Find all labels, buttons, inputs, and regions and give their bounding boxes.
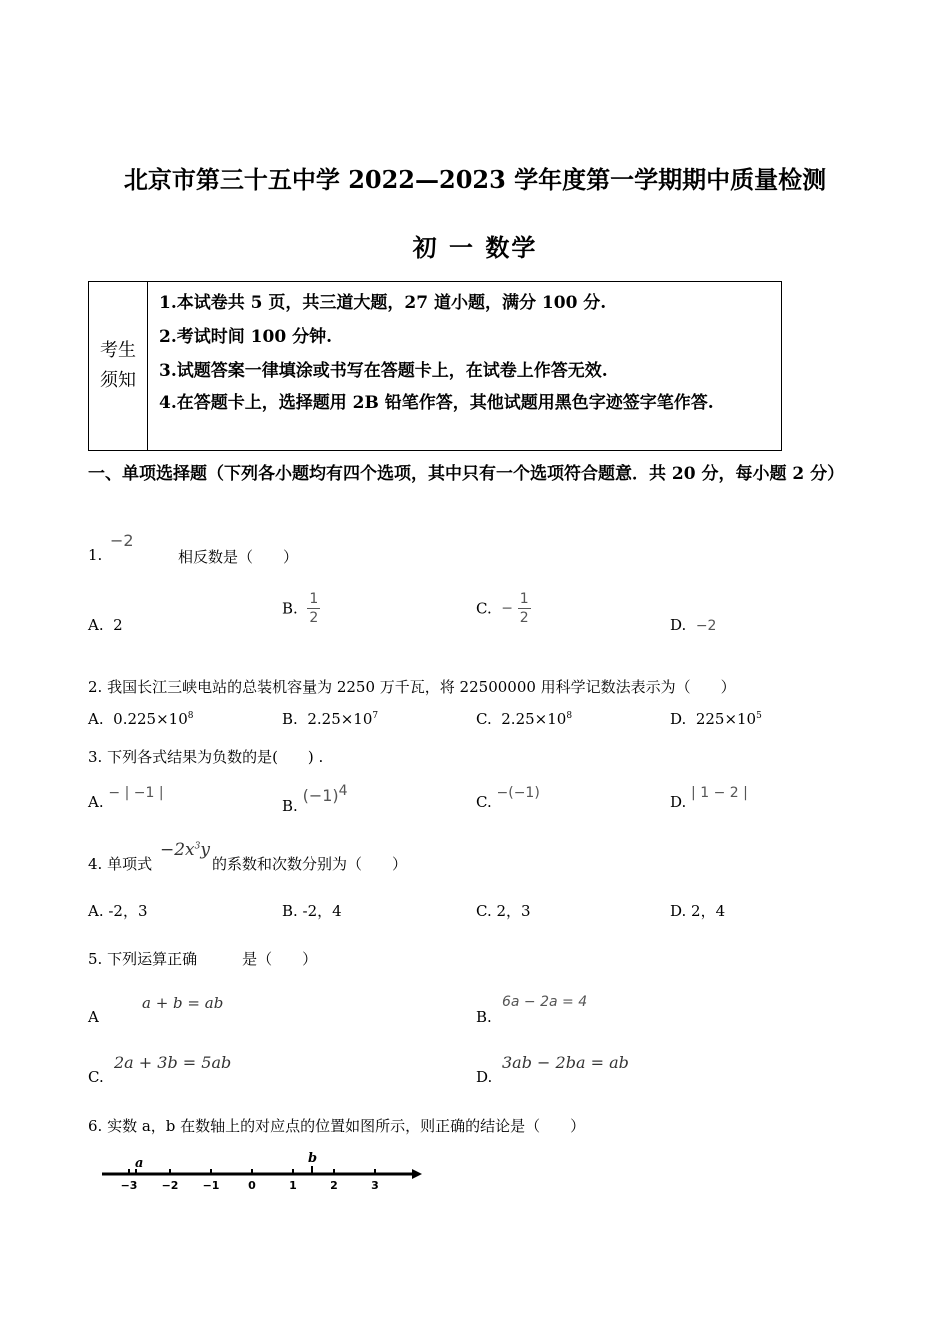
fraction-numerator: 1 (309, 591, 319, 607)
number-line-tick-label: 1 (289, 1179, 297, 1192)
option-value: 2.25×10 (501, 710, 567, 728)
option-value: 2.25×10 (307, 710, 373, 728)
exponent: 7 (372, 711, 379, 721)
option-value: −2 (695, 618, 717, 634)
option-label: B. (282, 599, 298, 618)
option-label: A. (88, 616, 104, 634)
option-value: (−1) (302, 786, 339, 805)
q1-option-a[interactable] (88, 616, 123, 634)
notice-item: 4.在答题卡上，选择题用 2B 铅笔作答，其他试题用黑色字迹签字笔作答. (159, 393, 714, 413)
q3-option-b[interactable] (282, 783, 348, 815)
notice-items (159, 288, 773, 417)
fraction (307, 590, 320, 627)
q1-number: 1. (88, 546, 103, 564)
q3-option-a[interactable] (88, 783, 164, 811)
minus-sign: − (501, 600, 513, 617)
option-value: | 1 − 2 | (691, 785, 748, 801)
monomial-tail: y (200, 840, 210, 860)
number-line-tick-label: 0 (248, 1179, 256, 1192)
q2-option-b[interactable] (282, 710, 378, 728)
option-value: 0.225×10 (113, 710, 188, 728)
q4-text-after: 的系数和次数分别为（ ） (212, 855, 408, 873)
q3-option-c[interactable] (476, 783, 540, 811)
q1-option-b[interactable] (282, 590, 320, 627)
number-line-tick-label: −2 (161, 1179, 179, 1192)
option-value: 225×10 (695, 710, 757, 728)
option-label: D. (670, 616, 687, 634)
point-a-label: a (135, 1156, 144, 1171)
option-label: B. (282, 710, 298, 728)
q2-text: 2. 我国长江三峡电站的总装机容量为 2250 万千瓦，将 22500000 用科学记数法表示为（ ） (88, 678, 736, 696)
q4-option-a[interactable]: A. -2，3 (88, 902, 148, 920)
option-label: D. (670, 793, 687, 811)
q1-option-d[interactable] (670, 616, 716, 634)
exponent: 4 (338, 783, 348, 799)
q1-option-c[interactable] (476, 590, 531, 627)
point-b-label: b (308, 1151, 318, 1166)
q4-option-d[interactable]: D. 2，4 (670, 902, 726, 920)
option-label: C. (476, 710, 492, 728)
number-line-tick-label: −3 (120, 1179, 138, 1192)
option-value: −(−1) (496, 785, 540, 801)
q5-option-c[interactable]: 2a + 3b = 5ab (114, 1053, 232, 1072)
exam-subtitle: 初 一 数学 (412, 233, 538, 262)
notice-item: 3.试题答案一律填涂或书写在答题卡上，在试卷上作答无效. (159, 361, 608, 381)
q2-option-a[interactable] (88, 710, 194, 728)
q1-expression: −2 (110, 531, 134, 550)
q2-option-d[interactable] (670, 710, 762, 728)
option-label: C. (476, 793, 492, 811)
fraction (518, 590, 531, 627)
q5-option-b-label[interactable]: B. (476, 1008, 492, 1026)
exam-title: 北京市第三十五中学 2022—2023 学年度第一学期期中质量检测 (123, 165, 827, 194)
option-label: C. (476, 599, 492, 618)
q6-text: 6. 实数 a，b 在数轴上的对应点的位置如图所示，则正确的结论是（ ） (88, 1117, 586, 1135)
number-line-tick-label: 2 (330, 1179, 338, 1192)
q2-option-c[interactable] (476, 710, 572, 728)
section-title: 一、单项选择题（下列各小题均有四个选项，其中只有一个选项符合题意．共 20 分，每小题 2 分） (88, 464, 845, 484)
q5-option-b[interactable]: 6a − 2a = 4 (502, 994, 588, 1010)
notice-label-line2: 须知 (100, 370, 136, 391)
q3-option-d[interactable] (670, 783, 748, 811)
q4-text-before: 4. 单项式 (88, 855, 153, 873)
exponent: 3 (194, 841, 201, 852)
q1-text: 相反数是（ ） (178, 548, 299, 566)
q5-text: 5. 下列运算正确 是（ ） (88, 950, 318, 968)
option-label: D. (670, 710, 687, 728)
fraction-denominator: 2 (519, 610, 529, 626)
notice-label-line1: 考生 (100, 340, 136, 361)
notice-item: 2.考试时间 100 分钟. (159, 327, 332, 347)
option-value: − | −1 | (108, 785, 164, 801)
notice-label (89, 282, 148, 450)
number-line-figure (96, 1148, 426, 1194)
arrow-icon (412, 1169, 422, 1179)
q5-option-a[interactable]: a + b = ab (142, 994, 224, 1012)
q5-option-c-label[interactable]: C. (88, 1068, 104, 1086)
option-label: A. (88, 793, 104, 811)
option-value: 2 (113, 616, 123, 634)
q4-option-b[interactable]: B. -2，4 (282, 902, 342, 920)
notice-box (88, 281, 782, 451)
q5-option-d-label[interactable]: D. (476, 1068, 493, 1086)
q4-monomial (160, 840, 210, 860)
notice-item: 1.本试卷共 5 页，共三道大题，27 道小题，满分 100 分. (159, 293, 607, 313)
q5-option-d[interactable]: 3ab − 2ba = ab (502, 1053, 629, 1072)
number-line-tick-label: −1 (202, 1179, 220, 1192)
fraction-numerator: 1 (519, 591, 529, 607)
exponent: 5 (756, 711, 762, 721)
monomial-coeff: −2x (160, 840, 195, 860)
number-line-tick-label: 3 (371, 1179, 379, 1192)
option-label: A. (88, 710, 104, 728)
q5-option-a-label[interactable]: A (88, 1008, 99, 1026)
option-label: B. (282, 797, 298, 815)
exponent: 8 (187, 711, 194, 721)
fraction-denominator: 2 (309, 610, 319, 626)
q3-text: 3. 下列各式结果为负数的是( ) . (88, 748, 324, 766)
q4-option-c[interactable]: C. 2，3 (476, 902, 531, 920)
exponent: 8 (566, 711, 573, 721)
